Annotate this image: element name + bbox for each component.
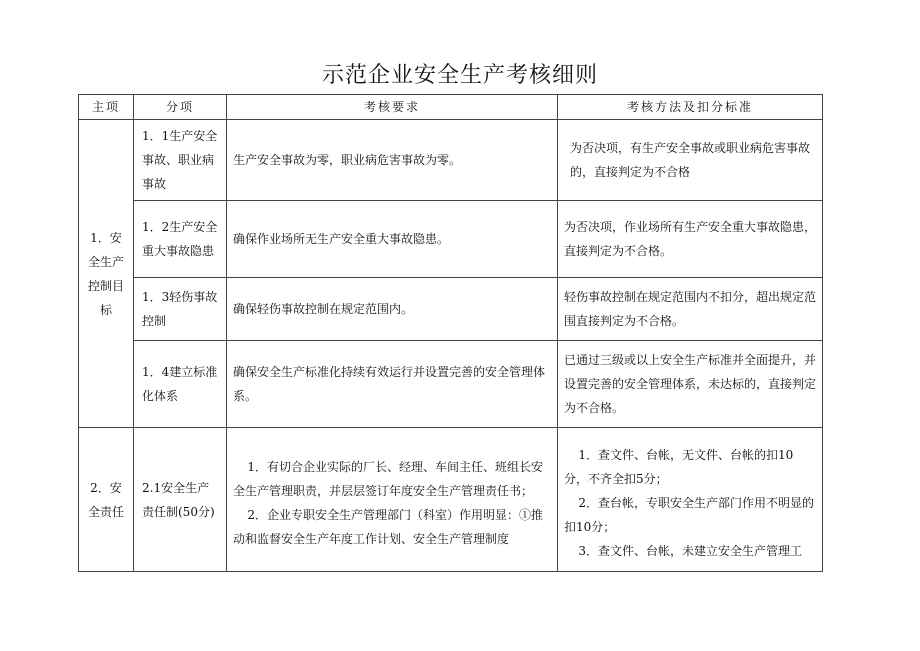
requirement-cell bbox=[227, 428, 558, 572]
table-row bbox=[79, 201, 823, 278]
sub-item-cell: 1．1生产安全事故、职业病事故 bbox=[134, 120, 227, 201]
table-row bbox=[79, 278, 823, 341]
sub-item-cell: 2.1安全生产责任制(50分) bbox=[134, 428, 227, 572]
method-paragraph: 1．查文件、台帐，无文件、台帐的扣10分，不齐全扣5分； bbox=[564, 447, 794, 486]
method-cell: 已通过三级或以上安全生产标准并全面提升，并设置完善的安全管理体系，未达标的，直接判定为不合格。 bbox=[558, 341, 823, 428]
requirement-paragraph: 1．有切合企业实际的厂长、经理、车间主任、班组长安全生产管理职责，并层层签订年度安全生产管理责任书； bbox=[233, 459, 544, 498]
requirement-paragraph: 2．企业专职安全生产管理部门（科室）作用明显：①推动和监督安全生产年度工作计划、安全生产管理制度 bbox=[233, 507, 544, 546]
column-header-method: 考核方法及扣分标准 bbox=[558, 95, 823, 120]
main-item-safety-responsibility: 2．安全责任 bbox=[79, 428, 134, 572]
method-cell: 为否决项，有生产安全事故或职业病危害事故的，直接判定为不合格 bbox=[558, 120, 823, 201]
column-header-sub-item: 分项 bbox=[134, 95, 227, 120]
requirement-cell: 确保作业场所无生产安全重大事故隐患。 bbox=[227, 201, 558, 278]
sub-item-cell: 1．2生产安全重大事故隐患 bbox=[134, 201, 227, 278]
column-header-requirement: 考核要求 bbox=[227, 95, 558, 120]
table-row bbox=[79, 120, 823, 201]
method-paragraph: 2．查台帐，专职安全生产部门作用不明显的扣10分； bbox=[564, 495, 815, 534]
requirement-cell: 生产安全事故为零，职业病危害事故为零。 bbox=[227, 120, 558, 201]
column-header-main-item: 主项 bbox=[79, 95, 134, 120]
method-cell bbox=[558, 428, 823, 572]
method-paragraph: 3．查文件、台帐，未建立安全生产管理工 bbox=[578, 543, 803, 558]
table-row bbox=[79, 341, 823, 428]
method-cell: 轻伤事故控制在规定范围内不扣分，超出规定范围直接判定为不合格。 bbox=[558, 278, 823, 341]
table-row bbox=[79, 428, 823, 572]
main-item-safety-targets: 1．安全生产控制目标 bbox=[79, 120, 134, 428]
assessment-table bbox=[78, 94, 823, 572]
page-title: 示范企业安全生产考核细则 bbox=[321, 63, 598, 88]
table-header-row bbox=[79, 95, 823, 120]
requirement-cell: 确保安全生产标准化持续有效运行并设置完善的安全管理体系。 bbox=[227, 341, 558, 428]
method-cell: 为否决项，作业场所有生产安全重大事故隐患，直接判定为不合格。 bbox=[558, 201, 823, 278]
sub-item-cell: 1．4建立标准化体系 bbox=[134, 341, 227, 428]
sub-item-cell: 1．3轻伤事故控制 bbox=[134, 278, 227, 341]
requirement-cell: 确保轻伤事故控制在规定范围内。 bbox=[227, 278, 558, 341]
